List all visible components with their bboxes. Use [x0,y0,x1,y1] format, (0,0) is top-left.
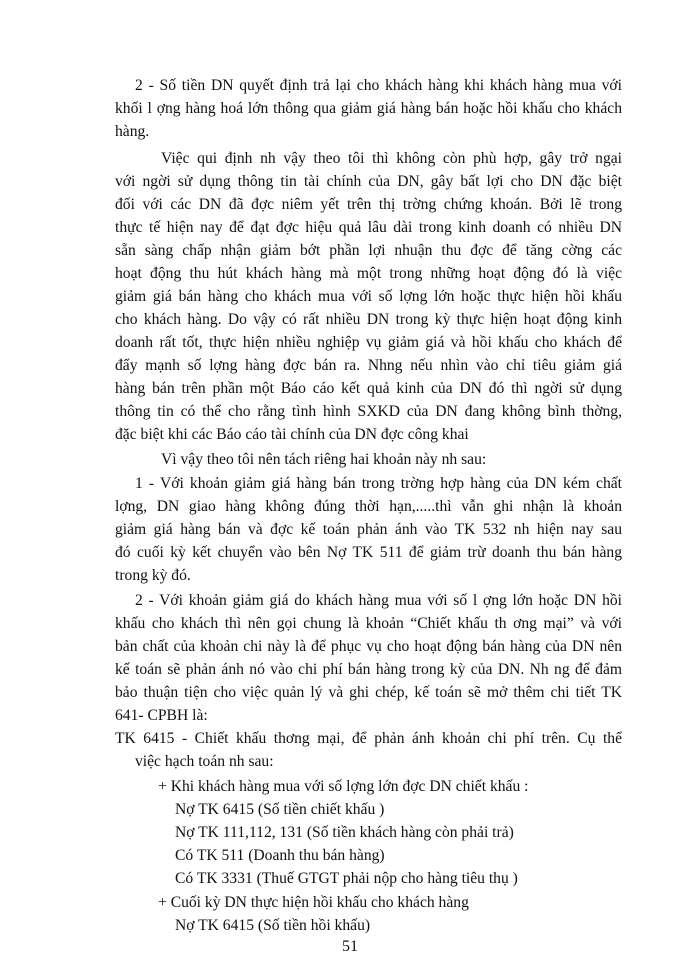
list-item-line: lợng, DN giao hàng không đúng thời hạn,.....thì vẫn ghi nhận là khoản [115,498,622,515]
page-number: 51 [342,938,358,955]
list-item-line: đó cuối kỳ kết chuyển vào bên Nợ TK 511 để giảm trừ doanh thu bán hàng [115,544,622,561]
list-item-line: 2 - Với khoản giảm giá do khách hàng mua với số l ợng lớn hoặc DN hồi [135,592,622,609]
list-item-line: TK 6415 - Chiết khấu thơng mại, để phản ánh khoản chi phí trên. Cụ thể [115,730,622,747]
list-item-line: bảo thuận tiện cho việc quản lý và ghi chép, kế toán sẽ mở thêm chi tiết TK [115,684,622,701]
entry-bullet: + Khi khách hàng mua với số lợng lớn đợc DN chiết khấu : [158,778,529,795]
list-item-line: khấu cho khách thì nên gọi chung là khoản “Chiết khấu th ơng mại” và với [115,615,622,632]
paragraph-line: thông tin có thể cho rằng tình hình SXKD của DN đang không bình thờng, [115,403,622,420]
paragraph-line: thực tế hiện nay để đạt đợc hiệu quả lâu dài trong kinh doanh có nhiều DN [115,219,622,236]
list-item-line: việc hạch toán nh sau: [135,753,274,770]
paragraph-line: 2 - Số tiền DN quyết định trả lại cho khách hàng khi khách hàng mua với [135,77,622,94]
paragraph-line: hàng bán trên phần một Báo cáo kết quả kinh của DN đó thì ngời sử dụng [115,380,622,397]
paragraph-line: đối với các DN đã đợc niêm yết trên thị trờng chứng khoán. Bởi lẽ trong [115,196,622,213]
list-item-line: bản chất của khoản chi này là để phục vụ cho hoạt động bán hàng của DN nên [115,638,622,655]
paragraph-line: đặc biệt khi các Báo cáo tài chính của DN đợc công khai [115,426,469,443]
paragraph-line: đẩy mạnh số lợng hàng đợc bán ra. Nhng nếu nhìn vào chỉ tiêu giảm giá [115,357,622,374]
list-item-line: 1 - Với khoản giảm giá hàng bán trong trờng hợp hàng của DN kém chất [135,475,622,492]
paragraph-line: doanh rất tốt, thực hiện nhiều nghiệp vụ giảm giá và hồi khấu cho khách để [115,334,622,351]
list-item-line: giảm giá hàng bán và đợc kế toán phản ánh vào TK 532 nh hiện nay sau [115,521,622,538]
entry-line: Nợ TK 6415 (Số tiền chiết khấu ) [175,801,385,818]
paragraph-line: khối l ợng hàng hoá lớn thông qua giảm giá hàng bán hoặc hồi khấu cho khách [115,100,622,117]
entry-line: Nợ TK 6415 (Số tiền hồi khấu) [175,917,371,934]
list-item-line: trong kỳ đó. [115,567,191,584]
paragraph-line: Vì vậy theo tôi nên tách riêng hai khoản này nh sau: [161,451,487,468]
paragraph-line: sẵn sàng chấp nhận giảm bớt phần lợi nhuận thu đợc để tăng cờng các [115,242,622,259]
paragraph-line: hàng. [115,123,150,140]
paragraph-line: với ngời sử dụng thông tin tài chính của DN, gây bất lợi cho DN đặc biệt [115,173,622,190]
paragraph-line: cho khách hàng. Do vậy có rất nhiều DN trong kỳ thực hiện hoạt động kinh [115,311,622,328]
entry-line: Có TK 3331 (Thuế GTGT phải nộp cho hàng tiêu thụ ) [175,870,518,887]
entry-line: Có TK 511 (Doanh thu bán hàng) [175,847,385,864]
list-item-line: 641- CPBH là: [115,707,208,724]
paragraph-line: Việc qui định nh vậy theo tôi thì không còn phù hợp, gây trở ngại [161,150,622,167]
list-item-line: kế toán sẽ phản ánh nó vào chi phí bán hàng trong kỳ của DN. Nh ng để đảm [115,661,622,678]
paragraph-line: hoạt động thu hút khách hàng mà một trong những hoạt động đó là việc [115,265,622,282]
paragraph-line: giảm giá bán hàng cho khách mua với số lợng lớn hoặc thực hiện hồi khấu [115,288,622,305]
entry-bullet: + Cuối kỳ DN thực hiện hồi khấu cho khách hàng [158,894,469,911]
entry-line: Nợ TK 111,112, 131 (Số tiền khách hàng còn phải trả) [175,824,514,841]
